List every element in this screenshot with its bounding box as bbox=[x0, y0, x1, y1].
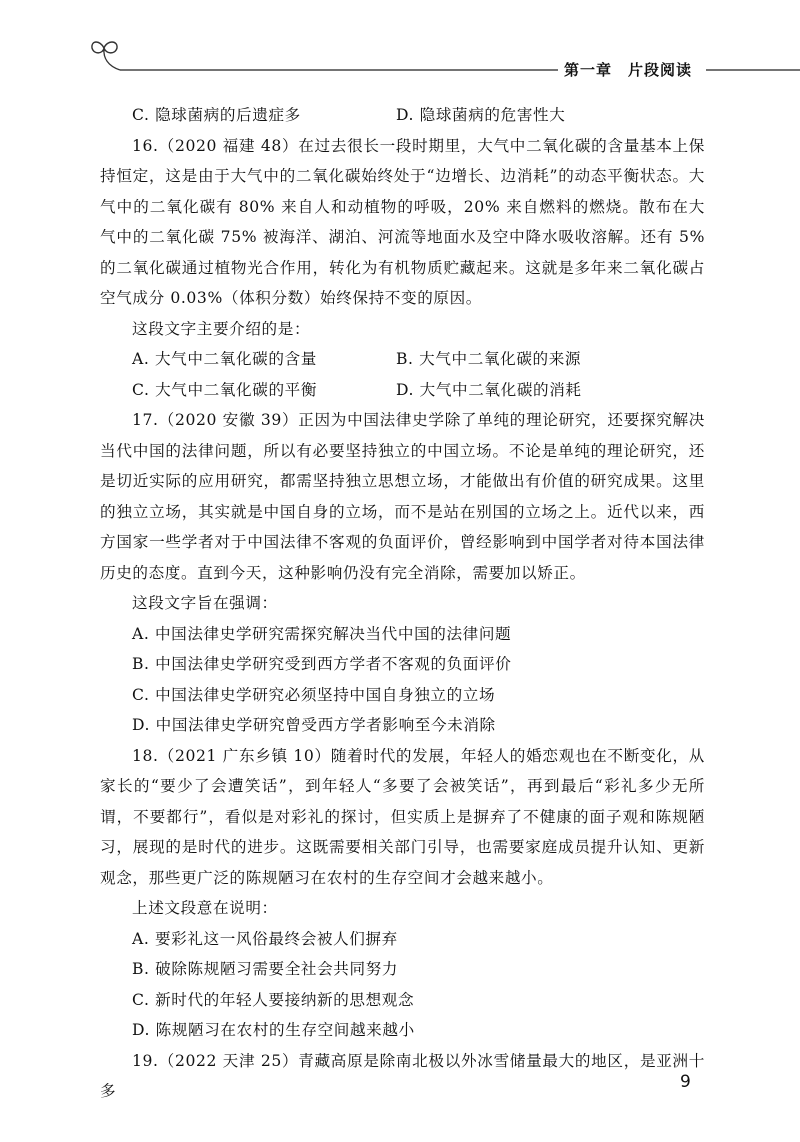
question-19-text: 19.（2022 天津 25）青藏高原是除南北极以外冰雪储量最大的地区，是亚洲十多 bbox=[100, 1051, 705, 1100]
q16-options-cd bbox=[100, 375, 705, 406]
q17-option-d: D. 中国法律史学研究曾受西方学者影响至今未消除 bbox=[132, 716, 496, 734]
header-decoration bbox=[0, 0, 800, 100]
q16-options-ab bbox=[100, 344, 705, 375]
option-d: D. 隐球菌病的危害性大 bbox=[396, 106, 566, 124]
question-18-text: 18.（2021 广东乡镇 10）随着时代的发展，年轻人的婚恋观也在不断变化，从家长的“要少了会遭笑话”，到年轻人“多要了会被笑话”，再到最后“彩礼多少无所谓，不要都行”，看似是对彩礼的探讨，但实质上是摒弃了不健康的面子观和陈规陋习，展现的是时代的进步。这既需要相关部门引导，也需要家庭成员提升认知、更新观念，那些更广泛的陈规陋习在农村的生存空间才会越来越小。 bbox=[100, 746, 705, 887]
q18-option-a: A. 要彩礼这一风俗最终会被人们摒弃 bbox=[132, 929, 398, 948]
page-header bbox=[0, 0, 800, 100]
q15-options-cd bbox=[100, 100, 705, 131]
question-18-prompt: 上述文段意在说明： bbox=[132, 899, 278, 917]
q18-option-b: B. 破除陈规陋习需要全社会共同努力 bbox=[132, 960, 399, 978]
question-17-text: 17.（2020 安徽 39）正因为中国法律史学除了单纯的理论研究，还要探究解决当代中国的法律问题，所以有必要坚持独立的中国立场。不论是单纯的理论研究，还是切近实际的应用研究，都需坚持独立思想立场，才能做出有价值的研究成果。这里的独立立场，其实就是中国自身的立场，而不是站在别国的立场之上。近代以来，西方国家一些学者对于中国法律不客观的负面评价，曾经影响到中国学者对待本国法律历史的态度。直到今天，这种影响仍没有完全消除，需要加以矫正。 bbox=[100, 411, 705, 582]
q18-option-d: D. 陈规陋习在农村的生存空间越来越小 bbox=[132, 1021, 415, 1039]
question-16-prompt: 这段文字主要介绍的是： bbox=[132, 319, 311, 338]
page-content bbox=[100, 100, 705, 1107]
option-c: C. 大气中二氧化碳的平衡 bbox=[132, 380, 318, 399]
q17-option-a: A. 中国法律史学研究需探究解决当代中国的法律问题 bbox=[132, 624, 512, 643]
option-a: A. 大气中二氧化碳的含量 bbox=[132, 350, 317, 368]
leaf-ornament-icon bbox=[92, 42, 120, 70]
chapter-title: 第一章 片段阅读 bbox=[564, 61, 693, 79]
question-16-text: 16.（2020 福建 48）在过去很长一段时期里，大气中二氧化碳的含量基本上保持恒定，这是由于大气中的二氧化碳始终处于“边增长、边消耗”的动态平衡状态。大气中的二氧化碳有 80% 来自人和动植物的呼吸，20% 来自燃料的燃烧。散布在大气中的二氧化碳 75% 被海洋、湖泊、河流等地面水及空中降水吸收溶解。还有 5% 的二氧化碳通过植物光合作用，转化为有机物质贮藏起来。这就是多年来二氧化碳占空气成分 0.03%（体积分数）始终保持不变的原因。 bbox=[100, 136, 705, 307]
q18-option-c: C. 新时代的年轻人要接纳新的思想观念 bbox=[132, 990, 415, 1009]
option-b: B. 大气中二氧化碳的来源 bbox=[396, 350, 582, 368]
q17-option-b: B. 中国法律史学研究受到西方学者不客观的负面评价 bbox=[132, 655, 512, 673]
option-d: D. 大气中二氧化碳的消耗 bbox=[396, 380, 582, 399]
page-number: 9 bbox=[680, 1072, 691, 1092]
question-17-prompt: 这段文字旨在强调： bbox=[132, 594, 278, 612]
q17-option-c: C. 中国法律史学研究必须坚持中国自身独立的立场 bbox=[132, 685, 496, 704]
option-c: C. 隐球菌病的后遗症多 bbox=[132, 106, 301, 124]
